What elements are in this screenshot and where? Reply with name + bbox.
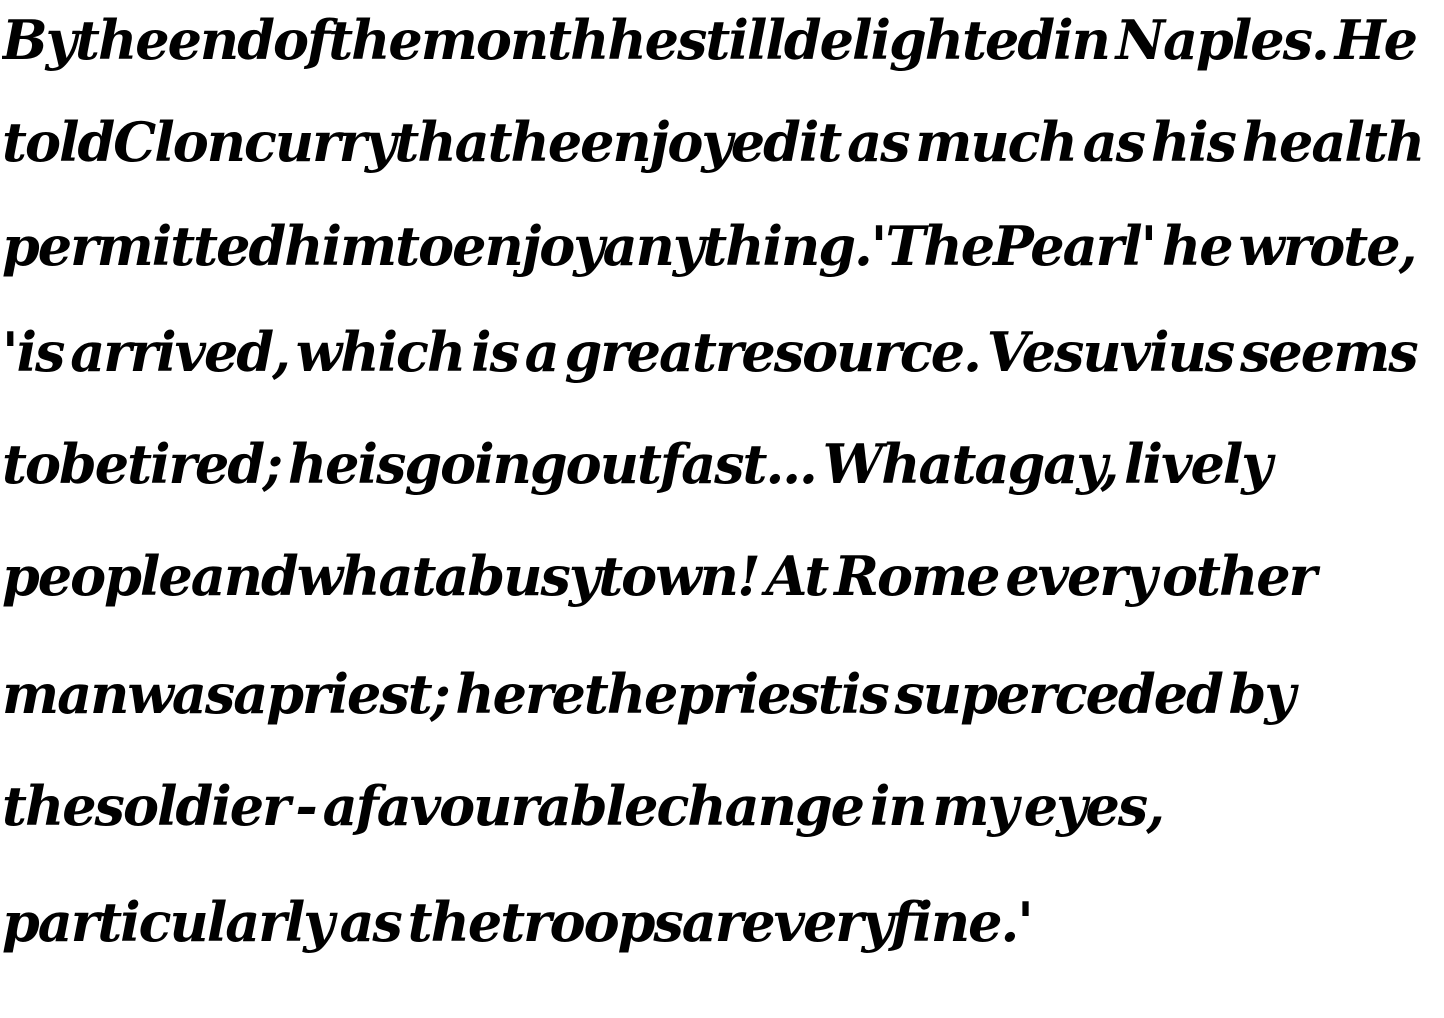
handwritten-line-2: toldCloncurrythatheenjoyedit as much as his health (2, 110, 1424, 174)
handwritten-line-7: manwasapriest; herethepriestis superceded by (2, 662, 1294, 726)
handwritten-line-1: Bytheendofthemonthhestilldelightedin Naples. He (2, 8, 1417, 72)
handwritten-line-9: particularly as thetroopsareveryfine.' (2, 890, 1032, 954)
handwritten-line-8: thesoldier - afavourablechange in my eyes, (2, 774, 1163, 838)
handwritten-line-6: peopleandwhatabusytown! At Rome every other (2, 544, 1316, 608)
handwritten-line-4: 'is arrived, which is a greatresource. Vesuvius seems (2, 320, 1417, 384)
handwritten-line-3: permittedhimtoenjoyanything.'ThePearl' he wrote, (2, 214, 1416, 278)
handwritten-line-5: tobetired; heisgoingoutfast... Whatagay, lively (2, 432, 1271, 496)
